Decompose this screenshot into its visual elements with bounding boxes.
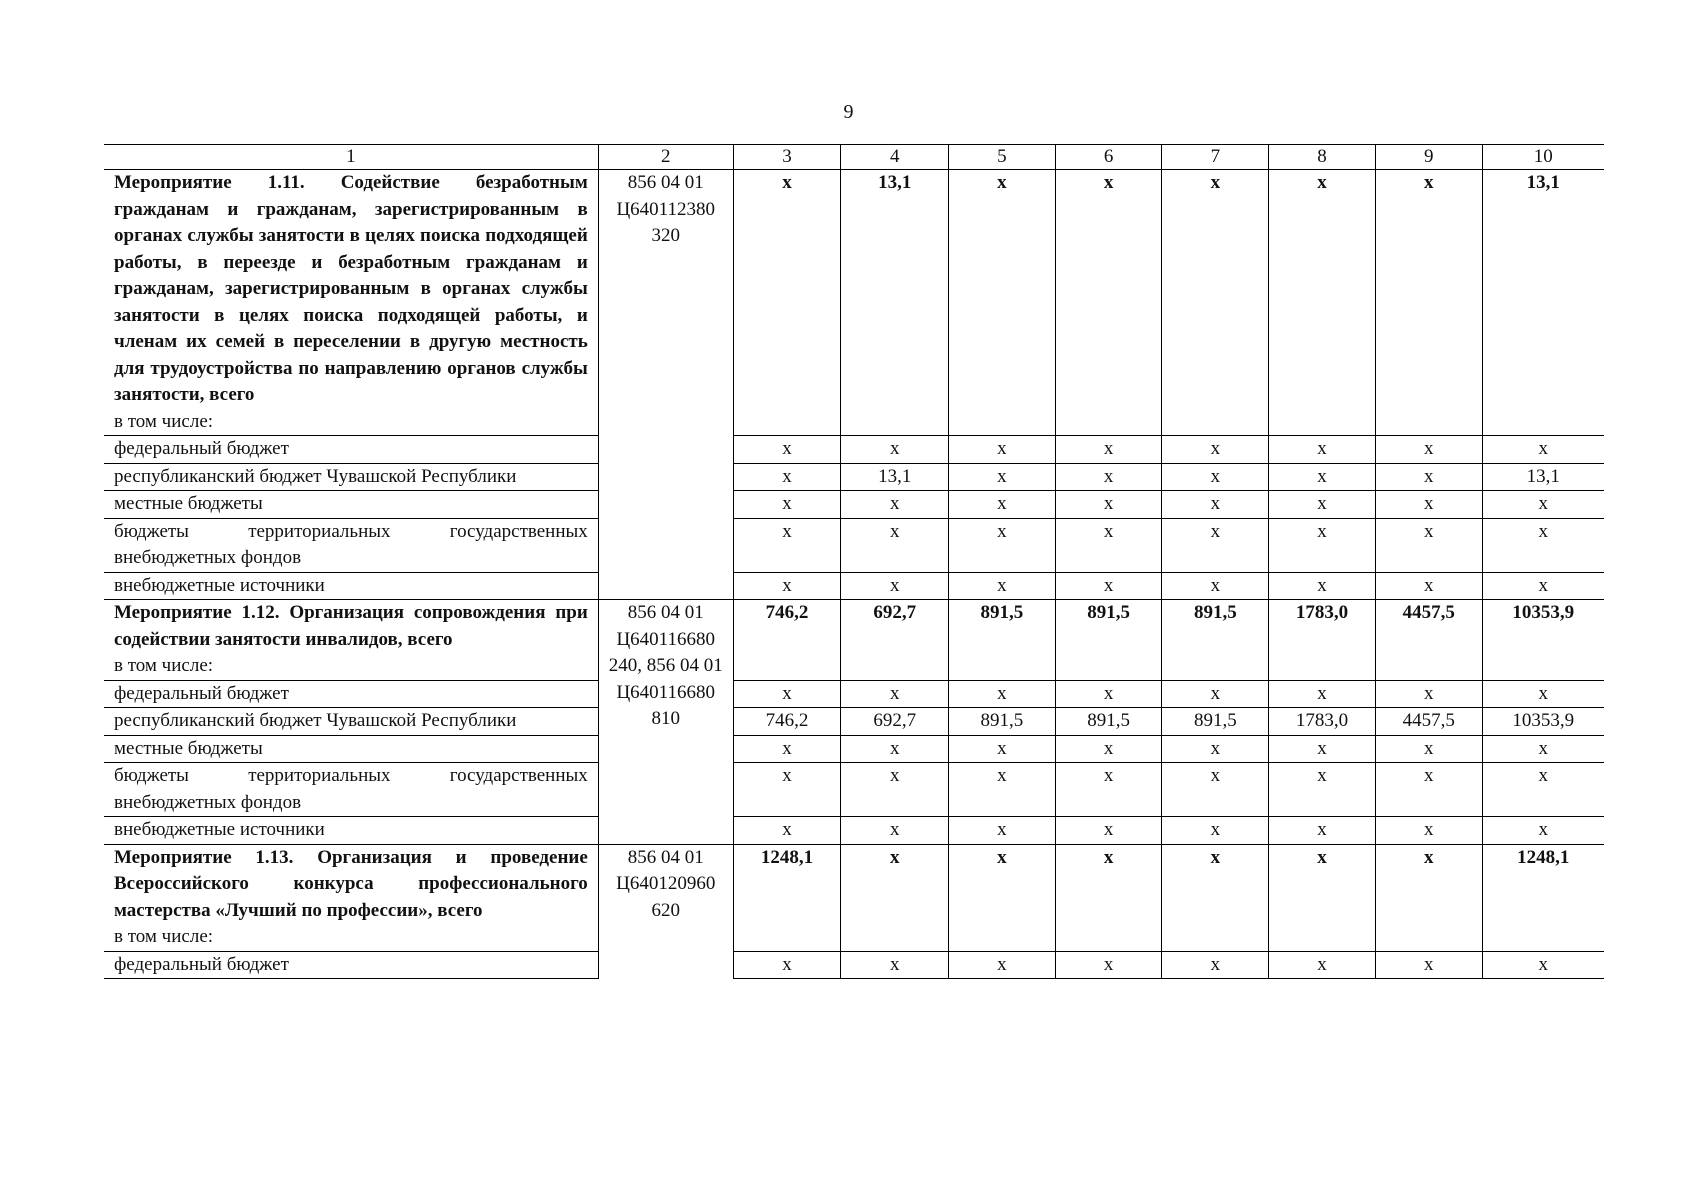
funding-value-cell: x bbox=[841, 436, 949, 464]
funding-value-cell: x bbox=[949, 518, 1056, 572]
funding-value-cell: x bbox=[1375, 491, 1482, 519]
header-cell: 8 bbox=[1269, 145, 1376, 170]
event-title: Мероприятие 1.11. Содействие безработным гражданам и гражданам, зарегистрированным в органах службы занятости в целях поиска подходящей работы, в переезде и безработным гражданам и гражданам, зарегистрированным в органах службы занятости в целях поиска подходящей работы, и членам их семей в переселении в другую местность для трудоустройства по направлению органов службы занятости, всего bbox=[114, 172, 588, 405]
event-row bbox=[104, 170, 1604, 436]
funding-source-label: бюджеты территориальных государственных внебюджетных фондов bbox=[104, 763, 598, 817]
funding-value-cell: x bbox=[841, 951, 949, 979]
funding-value-cell: x bbox=[733, 436, 841, 464]
funding-value-cell: x bbox=[1375, 735, 1482, 763]
funding-source-row bbox=[104, 708, 1604, 736]
total-value-cell: x bbox=[949, 170, 1056, 436]
funding-value-cell: x bbox=[1269, 491, 1376, 519]
header-cell: 9 bbox=[1375, 145, 1482, 170]
event-title: Мероприятие 1.13. Организация и проведение Всероссийского конкурса профессионального мастерства «Лучший по профессии», всего bbox=[114, 846, 588, 921]
funding-source-label: республиканский бюджет Чувашской Республики bbox=[104, 463, 598, 491]
funding-source-row bbox=[104, 491, 1604, 519]
funding-source-label: местные бюджеты bbox=[104, 491, 598, 519]
funding-value-cell: x bbox=[949, 680, 1056, 708]
funding-source-label: федеральный бюджет bbox=[104, 436, 598, 464]
funding-value-cell: x bbox=[1055, 518, 1162, 572]
funding-value-cell: 746,2 bbox=[733, 708, 841, 736]
funding-value-cell: x bbox=[1375, 680, 1482, 708]
event-name-cell bbox=[104, 170, 598, 436]
header-row bbox=[104, 145, 1604, 170]
funding-value-cell: x bbox=[1162, 951, 1269, 979]
funding-source-row bbox=[104, 572, 1604, 600]
funding-value-cell: x bbox=[1375, 518, 1482, 572]
total-value-cell: x bbox=[1162, 844, 1269, 951]
event-including-label: в том числе: bbox=[114, 410, 214, 432]
total-value-cell: x bbox=[1055, 844, 1162, 951]
funding-value-cell: x bbox=[1482, 436, 1604, 464]
funding-value-cell: x bbox=[733, 463, 841, 491]
total-value-cell: 1783,0 bbox=[1269, 600, 1376, 681]
funding-source-label: внебюджетные источники bbox=[104, 572, 598, 600]
funding-value-cell: 692,7 bbox=[841, 708, 949, 736]
funding-source-row bbox=[104, 463, 1604, 491]
total-value-cell: 692,7 bbox=[841, 600, 949, 681]
funding-value-cell: x bbox=[1162, 463, 1269, 491]
funding-value-cell: x bbox=[1055, 735, 1162, 763]
funding-value-cell: x bbox=[1055, 491, 1162, 519]
funding-value-cell: x bbox=[841, 491, 949, 519]
funding-value-cell: x bbox=[1162, 491, 1269, 519]
funding-value-cell: x bbox=[1375, 436, 1482, 464]
header-cell: 6 bbox=[1055, 145, 1162, 170]
funding-value-cell: x bbox=[949, 763, 1056, 817]
funding-value-cell: 13,1 bbox=[1482, 463, 1604, 491]
total-value-cell: 891,5 bbox=[949, 600, 1056, 681]
funding-source-row bbox=[104, 817, 1604, 845]
funding-value-cell: x bbox=[1269, 436, 1376, 464]
funding-value-cell: x bbox=[1269, 763, 1376, 817]
event-row bbox=[104, 844, 1604, 951]
funding-value-cell: x bbox=[1055, 951, 1162, 979]
total-value-cell: 1248,1 bbox=[1482, 844, 1604, 951]
table-body bbox=[104, 145, 1604, 979]
total-value-cell: x bbox=[1375, 170, 1482, 436]
total-value-cell: 13,1 bbox=[841, 170, 949, 436]
funding-value-cell: x bbox=[949, 436, 1056, 464]
funding-value-cell: x bbox=[841, 763, 949, 817]
event-name-cell bbox=[104, 844, 598, 951]
funding-value-cell: x bbox=[1482, 572, 1604, 600]
funding-source-row bbox=[104, 735, 1604, 763]
total-value-cell: 891,5 bbox=[1055, 600, 1162, 681]
funding-value-cell: 1783,0 bbox=[1269, 708, 1376, 736]
funding-source-label: республиканский бюджет Чувашской Республики bbox=[104, 708, 598, 736]
funding-value-cell: x bbox=[1269, 572, 1376, 600]
funding-value-cell: x bbox=[1375, 572, 1482, 600]
funding-value-cell: x bbox=[1482, 817, 1604, 845]
funding-value-cell: x bbox=[1375, 951, 1482, 979]
total-value-cell: x bbox=[733, 170, 841, 436]
funding-value-cell: 891,5 bbox=[1162, 708, 1269, 736]
funding-value-cell: x bbox=[1162, 763, 1269, 817]
funding-value-cell: x bbox=[841, 518, 949, 572]
funding-value-cell: x bbox=[733, 572, 841, 600]
page-number: 9 bbox=[843, 101, 854, 123]
funding-source-label: местные бюджеты bbox=[104, 735, 598, 763]
funding-value-cell: 4457,5 bbox=[1375, 708, 1482, 736]
funding-value-cell: x bbox=[1055, 572, 1162, 600]
funding-value-cell: x bbox=[733, 763, 841, 817]
funding-value-cell: x bbox=[841, 572, 949, 600]
funding-source-row bbox=[104, 518, 1604, 572]
funding-value-cell: x bbox=[1269, 735, 1376, 763]
funding-source-label: внебюджетные источники bbox=[104, 817, 598, 845]
funding-value-cell: x bbox=[733, 518, 841, 572]
funding-source-row bbox=[104, 436, 1604, 464]
total-value-cell: 746,2 bbox=[733, 600, 841, 681]
total-value-cell: x bbox=[1162, 170, 1269, 436]
funding-value-cell: x bbox=[1482, 680, 1604, 708]
funding-value-cell: x bbox=[949, 735, 1056, 763]
funding-value-cell: x bbox=[733, 680, 841, 708]
event-title: Мероприятие 1.12. Организация сопровождения при содействии занятости инвалидов, всего bbox=[114, 602, 588, 650]
event-including-label: в том числе: bbox=[114, 926, 214, 947]
funding-value-cell: 13,1 bbox=[841, 463, 949, 491]
funding-value-cell: x bbox=[841, 680, 949, 708]
total-value-cell: 13,1 bbox=[1482, 170, 1604, 436]
funding-source-row bbox=[104, 680, 1604, 708]
header-cell: 7 bbox=[1162, 145, 1269, 170]
budget-code-cell: 856 04 01 Ц640112380 320 bbox=[598, 170, 733, 600]
funding-value-cell: x bbox=[733, 491, 841, 519]
funding-source-label: федеральный бюджет bbox=[104, 680, 598, 708]
total-value-cell: 10353,9 bbox=[1482, 600, 1604, 681]
header-cell: 4 bbox=[841, 145, 949, 170]
funding-value-cell: x bbox=[1162, 680, 1269, 708]
total-value-cell: x bbox=[1055, 170, 1162, 436]
funding-value-cell: x bbox=[1482, 951, 1604, 979]
funding-value-cell: x bbox=[733, 735, 841, 763]
funding-source-row bbox=[104, 763, 1604, 817]
funding-value-cell: 10353,9 bbox=[1482, 708, 1604, 736]
event-row bbox=[104, 600, 1604, 681]
header-cell: 2 bbox=[598, 145, 733, 170]
header-cell: 10 bbox=[1482, 145, 1604, 170]
funding-value-cell: x bbox=[1375, 817, 1482, 845]
funding-value-cell: 891,5 bbox=[949, 708, 1056, 736]
funding-value-cell: x bbox=[1162, 735, 1269, 763]
total-value-cell: 891,5 bbox=[1162, 600, 1269, 681]
funding-value-cell: x bbox=[949, 572, 1056, 600]
funding-value-cell: x bbox=[1375, 463, 1482, 491]
budget-code-cell: 856 04 01 Ц640120960 620 bbox=[598, 844, 733, 979]
funding-value-cell: x bbox=[1162, 436, 1269, 464]
funding-value-cell: x bbox=[1482, 491, 1604, 519]
total-value-cell: x bbox=[1375, 844, 1482, 951]
funding-value-cell: x bbox=[841, 735, 949, 763]
funding-value-cell: x bbox=[1269, 951, 1376, 979]
funding-value-cell: x bbox=[1162, 518, 1269, 572]
total-value-cell: x bbox=[1269, 170, 1376, 436]
funding-value-cell: x bbox=[1055, 817, 1162, 845]
budget-code-cell: 856 04 01 Ц640116680 240, 856 04 01 Ц640116680 810 bbox=[598, 600, 733, 845]
funding-value-cell: x bbox=[1269, 817, 1376, 845]
funding-value-cell: x bbox=[1375, 763, 1482, 817]
total-value-cell: 4457,5 bbox=[1375, 600, 1482, 681]
funding-value-cell: x bbox=[1482, 763, 1604, 817]
funding-value-cell: x bbox=[1162, 572, 1269, 600]
funding-value-cell: x bbox=[1055, 763, 1162, 817]
funding-value-cell: x bbox=[1269, 680, 1376, 708]
total-value-cell: x bbox=[949, 844, 1056, 951]
funding-value-cell: x bbox=[1482, 735, 1604, 763]
funding-value-cell: x bbox=[1269, 518, 1376, 572]
header-cell: 3 bbox=[733, 145, 841, 170]
total-value-cell: 1248,1 bbox=[733, 844, 841, 951]
funding-value-cell: x bbox=[1055, 680, 1162, 708]
budget-table bbox=[104, 144, 1604, 979]
funding-source-label: федеральный бюджет bbox=[104, 951, 598, 979]
header-cell: 5 bbox=[949, 145, 1056, 170]
header-cell: 1 bbox=[104, 145, 598, 170]
funding-value-cell: x bbox=[1482, 518, 1604, 572]
funding-value-cell: x bbox=[733, 817, 841, 845]
funding-value-cell: x bbox=[949, 817, 1056, 845]
funding-value-cell: x bbox=[1269, 463, 1376, 491]
funding-value-cell: 891,5 bbox=[1055, 708, 1162, 736]
event-including-label: в том числе: bbox=[114, 655, 214, 676]
funding-value-cell: x bbox=[1162, 817, 1269, 845]
total-value-cell: x bbox=[1269, 844, 1376, 951]
funding-value-cell: x bbox=[949, 491, 1056, 519]
funding-source-row bbox=[104, 951, 1604, 979]
funding-value-cell: x bbox=[1055, 436, 1162, 464]
funding-source-label: бюджеты территориальных государственных внебюджетных фондов bbox=[104, 518, 598, 572]
event-name-cell bbox=[104, 600, 598, 681]
funding-value-cell: x bbox=[841, 817, 949, 845]
funding-value-cell: x bbox=[1055, 463, 1162, 491]
funding-value-cell: x bbox=[949, 463, 1056, 491]
total-value-cell: x bbox=[841, 844, 949, 951]
funding-value-cell: x bbox=[949, 951, 1056, 979]
funding-value-cell: x bbox=[733, 951, 841, 979]
